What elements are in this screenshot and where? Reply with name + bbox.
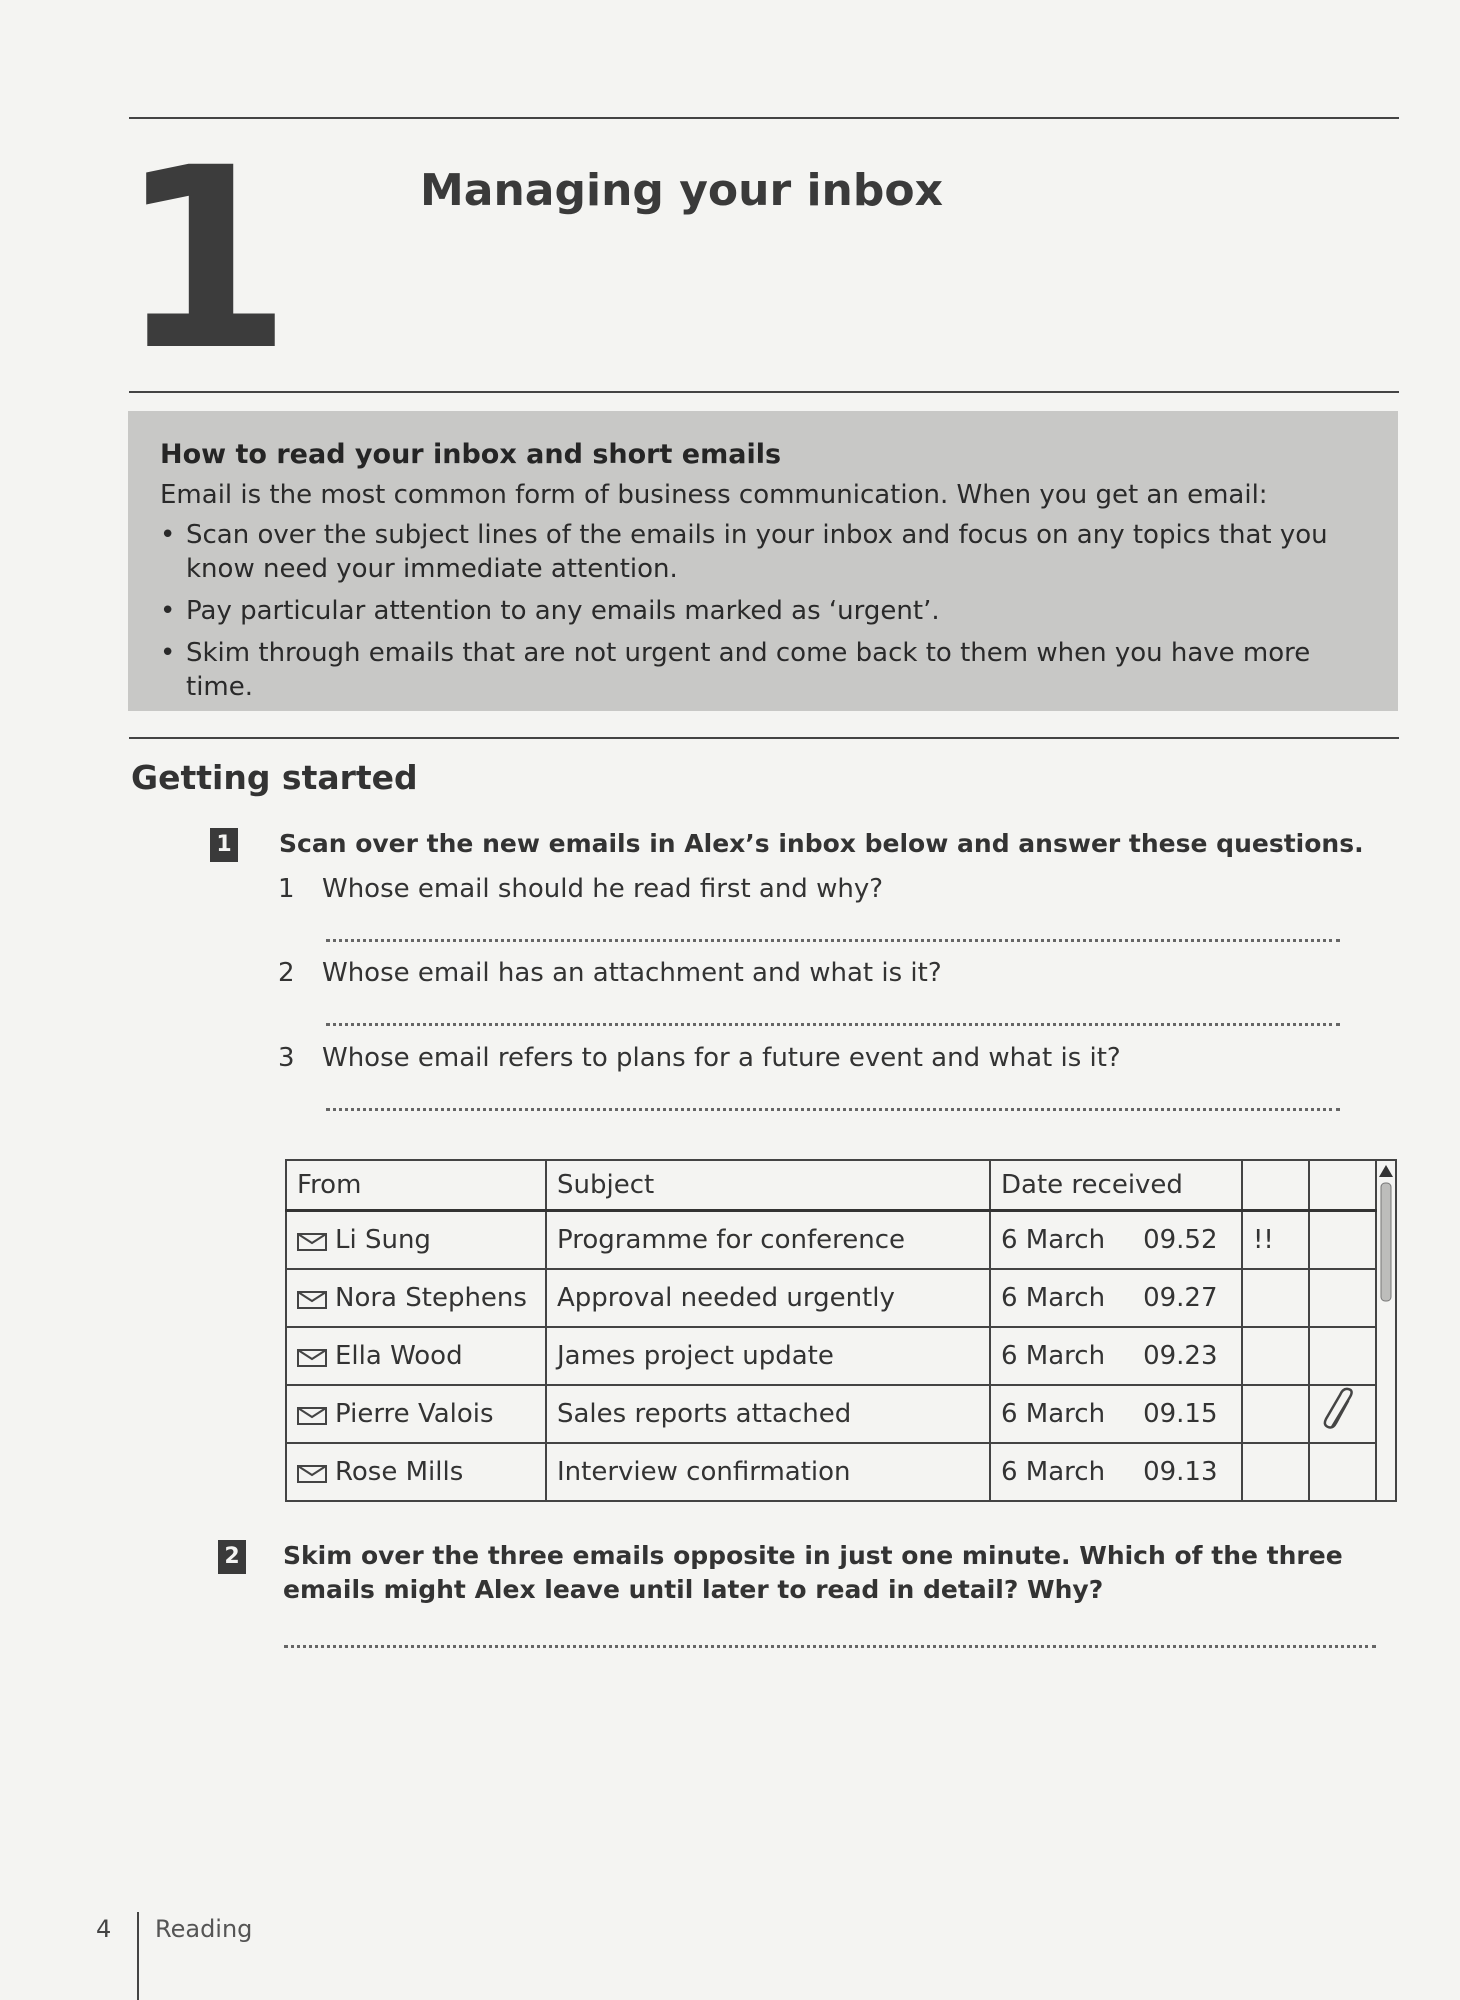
email-subject: Programme for conference [546,1211,990,1270]
email-sender: Rose Mills [286,1443,546,1501]
email-date: 6 March 09.23 [990,1327,1242,1385]
attachment-cell [1309,1443,1376,1501]
email-row[interactable] [286,1327,1396,1385]
attachment-cell [1309,1269,1376,1327]
question: 1 Whose email should he read first and why? [278,874,884,904]
attachment-cell [1309,1327,1376,1385]
section-rule [129,737,1399,739]
urgent-flag [1242,1327,1309,1385]
task2-instruction: Skim over the three emails opposite in just one minute. Which of the three emails might Alex leave until later to read in detail? Why? [283,1541,1343,1604]
from-header[interactable]: From [286,1160,546,1211]
answer-line[interactable] [326,1023,1340,1026]
bullet-icon: • [160,638,176,668]
envelope-icon [297,1289,327,1309]
top-rule [129,117,1399,119]
scrollbar[interactable] [1376,1160,1396,1501]
answer-line[interactable] [326,1108,1340,1111]
date-header[interactable]: Date received [990,1160,1242,1211]
inbox-table [285,1159,1397,1502]
footer-section-label: Reading [155,1915,253,1943]
email-row[interactable] [286,1385,1396,1443]
tip-intro: Email is the most common form of business communication. When you get an email: [160,480,1268,510]
email-row[interactable] [286,1443,1396,1501]
email-sender: Ella Wood [286,1327,546,1385]
urgent-flag [1242,1269,1309,1327]
envelope-icon [297,1231,327,1251]
footer-divider [137,1912,139,2000]
tip-heading: How to read your inbox and short emails [160,439,782,470]
email-row[interactable] [286,1269,1396,1327]
envelope-icon [297,1463,327,1483]
email-date: 6 March 09.52 [990,1211,1242,1270]
urgent-flag [1242,1385,1309,1443]
urgent-flag [1242,1443,1309,1501]
tip-list [160,518,1368,704]
email-date: 6 March 09.13 [990,1443,1242,1501]
task-number-badge: 2 [218,1540,246,1574]
subject-header[interactable]: Subject [546,1160,990,1211]
tip-item: • Skim through emails that are not urgent and come back to them when you have more time. [160,638,1311,702]
bullet-icon: • [160,520,176,550]
email-subject: James project update [546,1327,990,1385]
chapter-number: 1 [118,114,292,405]
task1-instruction: Scan over the new emails in Alex’s inbox below and answer these questions. [279,829,1364,858]
inbox-header-row [286,1160,1396,1211]
bullet-icon: • [160,596,176,626]
email-date: 6 March 09.27 [990,1269,1242,1327]
urgent-flag: !! [1242,1211,1309,1270]
scroll-up-arrow-icon[interactable] [1377,1161,1395,1341]
email-row[interactable] [286,1211,1396,1270]
email-date: 6 March 09.15 [990,1385,1242,1443]
email-sender: Li Sung [286,1211,546,1270]
answer-line[interactable] [284,1645,1376,1648]
email-sender: Nora Stephens [286,1269,546,1327]
email-subject: Interview confirmation [546,1443,990,1501]
task-number-badge: 1 [210,828,238,862]
attachment-cell[interactable] [1309,1385,1376,1443]
attachment-cell [1309,1211,1376,1270]
email-sender: Pierre Valois [286,1385,546,1443]
title-rule [129,391,1399,393]
chapter-title: Managing your inbox [420,165,943,216]
tip-item: • Scan over the subject lines of the emails in your inbox and focus on any topics that you know need your immediate attention. [160,520,1328,584]
email-subject: Approval needed urgently [546,1269,990,1327]
page-number: 4 [96,1915,112,1943]
paperclip-icon[interactable] [1320,1387,1360,1435]
question: 3 Whose email refers to plans for a future event and what is it? [278,1043,1121,1073]
section-title: Getting started [131,758,418,797]
flag-header [1242,1160,1309,1211]
attachment-header [1309,1160,1376,1211]
envelope-icon [297,1405,327,1425]
tip-item: • Pay particular attention to any emails marked as ‘urgent’. [160,596,940,626]
email-subject: Sales reports attached [546,1385,990,1443]
envelope-icon [297,1347,327,1367]
question: 2 Whose email has an attachment and what is it? [278,958,942,988]
answer-line[interactable] [326,939,1340,942]
tip-box [128,411,1398,711]
